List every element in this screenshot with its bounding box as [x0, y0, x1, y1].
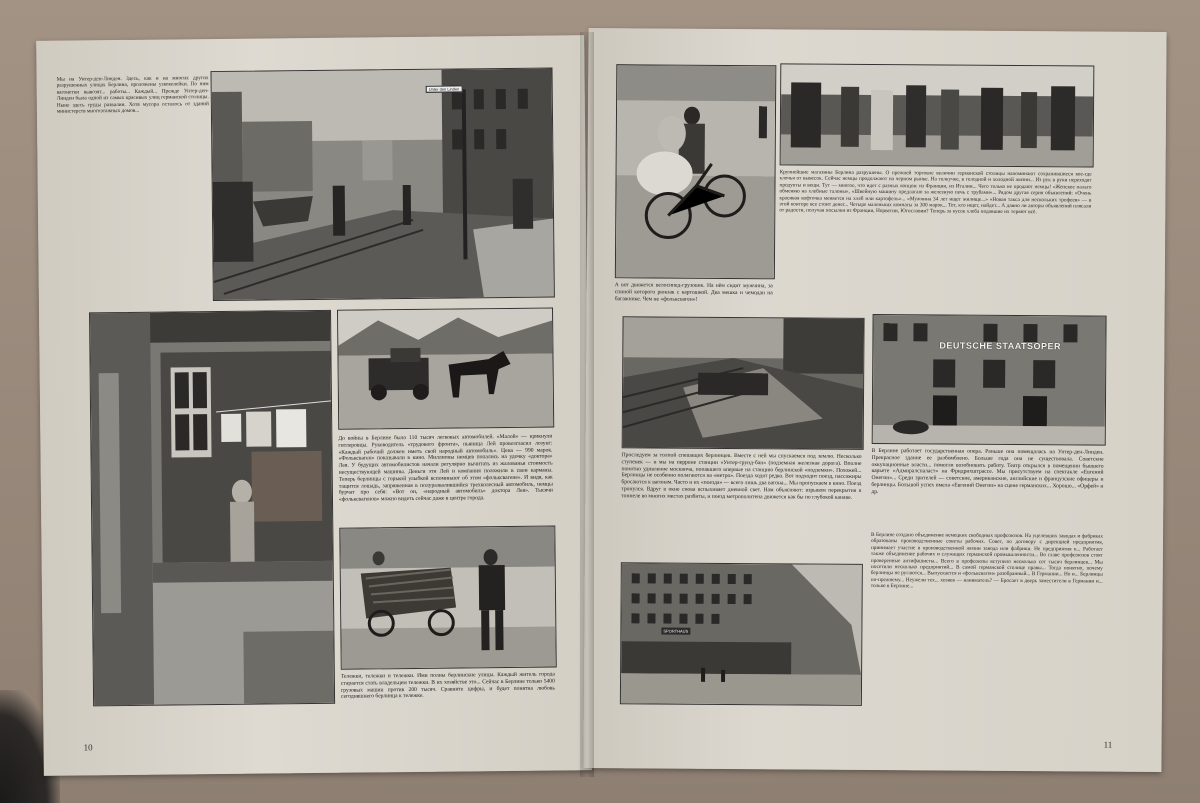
photo-store-street [620, 562, 863, 706]
staatsoper-sign: DEUTSCHE STAATSOPER [939, 340, 1062, 352]
photo-bicycle [615, 64, 776, 279]
photo-horse-car [337, 307, 554, 429]
photo-market-crowd-image [781, 64, 1094, 166]
photo-staatsoper [872, 314, 1107, 446]
right-page [583, 28, 1166, 772]
photo-cart-firewood [339, 525, 556, 669]
caption-bicycle: А вот движется велосипед-грузовик. На нём сидит мужчина, за спиной которого рюкзак с картошкой. Два мешка и чемодан на багажнике. Чем не «фольксваген»! [614, 282, 773, 303]
left-intro-text: Мы на Унтер-ден-Линден. Здесь, как и на многих других разрушенных улицах Берлина, проложены узкоколейки. По ним вагонетки вывозят... работы... Каждый... Прежде Унтер-ден-Линден была одной из самых красивых улиц германской столицы. Ныне здесь груды развалин. Хотя мусора осталось от зданий министерств многоэтажных домов... [56, 75, 209, 115]
page-number-right: 11 [1103, 739, 1113, 750]
photo-unter-den-linden [210, 67, 554, 301]
photo-cart-firewood-image [340, 526, 555, 668]
page-number-left: 10 [83, 742, 93, 753]
store-sign: SPORTHAUS [661, 628, 690, 635]
caption-opera: В Берлине работает государственная опера. Раньше она помещалась на Унтер-ден-Линден. Прекрасное здание ее разбомблено. Больше года она не существовала. Советские оккупационные власти... помогли возобновить работу. Театр открылся в помещении бывшего варьете «Адмиралспаласт» на Фридрихштрассе. Мы присутствуем на спектакле «Евгений Онегин»... Среди зрителей — советские, американские, английские и французские офицеры и берлинцы. Большой успех имела «Евгений Онегин» на сцене германских... Хорошо... «Орфей» и др. [871, 447, 1104, 495]
photo-woman-laundry-image [90, 311, 334, 705]
street-sign: Unter den Linden [426, 85, 463, 92]
caption-bottom-left: Тележки, тележки и тележки. Ими полны берлинские улицы. Каждый житель города старается стать владельцем тележки. В их хозяйстве это... Сейчас в Берлине только 5400 грузовых машин против 200 тысяч. Сравните цифры, и будет понятна любовь сегодняшнего берлинца к тележке. [340, 671, 556, 701]
photo-store-street-image [621, 563, 862, 705]
caption-cars: До войны в Берлине было 110 тысяч легковых автомобилей. «Малой» — крикнули гитлеровцы. Руководитель «трудового фронта», пьяница Лей провозгласил лозунг: «Каждый рабочий должен иметь свой народный автомобиль». Цена — 990 марок. «Фольксваген» показывали в кино. Миллионы немцев попались на удочку «доктора» Лея. У будущих автомобилистов начали регулярно вычитать из жалованья стоимость несуществующей машины. Деньги эти Лей и компания положили в свои карманы. Теперь берлинцы с горькой улыбкой вспоминают об этом «фольксвагене». И видя, как тащится лошадь, запряженная в полуразвалившийся трехколесный автомобиль, немцы бурчат про себя: «Вот он, «народный автомобиль» доктора Лея». Тысячи «фольксвагенов» можно видеть сейчас даже в центре города. [338, 433, 553, 503]
union-text: В Берлине создано объединение немецких свободных профсоюзов. На уцелевших заводах и фабриках образованы производственные советы рабочих. Совет, по договору с дирекцией предприятия, принимает участие в производственной жизни завода или фабрики. Не предприятия к... Работает также объединение рабочих и служащих германской промышленности... Во главе профсоюзов стоят проверенные антифашисты... Всего в профсоюзы вступило несколько сот тысяч берлинцев... Мы посетили несколько предприятий... В самой германской столице правы... Тогда понятно, почему берлинцы не ругаются... Выпускается и «фольксваген» разобранный... В Германии... Но и... Берлинцы по-прежнему... Неужели тех... хозяев — наниматель? — Бросает в дверь заместители в Германии и... только в Берлине... [870, 531, 1104, 590]
photo-horse-car-image [338, 309, 553, 429]
photo-unter-den-linden-image [212, 68, 554, 300]
photo-staatsoper-image [873, 315, 1106, 445]
photo-market-crowd [780, 63, 1095, 167]
market-text: Крупнейшие магазины Берлина разрушены. О прежней торговле величин германской столицы напоминают сохранившиеся кое-где клочья от вывесок. Сейчас немцы продолжают на черном рынке. На толкучке, в голодной и холодной жизни... Из рук в руки переходят продукты и вещи. Тут — многое, что идет с разных концов: из Франции, из Италии... Чего только не продают немцы! «Женское пальто обменяю на хлебные талоны», «Швейную машину предлагаю за железную печь с трубами»... Рядом другая серия объявлений: «Очень красивая кофточка меняется на хлеб или картофель»... «Мужчина 34 лет ищет жилище...» «Новая такса для нескольких трофеев» — в этой конторе все стоит денег... Четыре маленьких комнаты за 300 марок... Тот, кто ищет, найдет... А давно ли авторы объявлений плясали от радости, получая посылки из Франции, Норвегии, Югославии? Теперь за кусок хлеба подавшие их теряют всё. [779, 169, 1092, 216]
photo-woman-laundry [89, 310, 335, 707]
caption-subway: Проследуем за толпой спешащих берлинцев. Вместе с ней мы спускаемся под землю. Несколько ступенек — и мы на перроне станции «Унтер-грунд-бан» (подземная железная дорога). Вполне понятно удивление москвича, попавшего впервые на станцию берлинской «подземки». Похожей... Берлинцы не особенно полагаются на «метро». Поезда ходят редко. Вот подходит поезд, пассажиры бросаются к вагонам. Часто и их «поезда» — всего лишь два вагона... Мы пропускаем в кино. Поезд тронулся. Вдруг в окне снова вспыхивает дневной свет. Нам объясняют: взрывом перекрытия в тоннеле во многих местах разбиты, и поезд метрополитена движется как бы по глубокой канаве. [621, 452, 862, 501]
photo-subway [622, 316, 865, 450]
book-spine [580, 32, 594, 777]
photo-subway-image [623, 317, 864, 449]
photo-bicycle-image [616, 65, 775, 278]
left-page [36, 35, 592, 776]
